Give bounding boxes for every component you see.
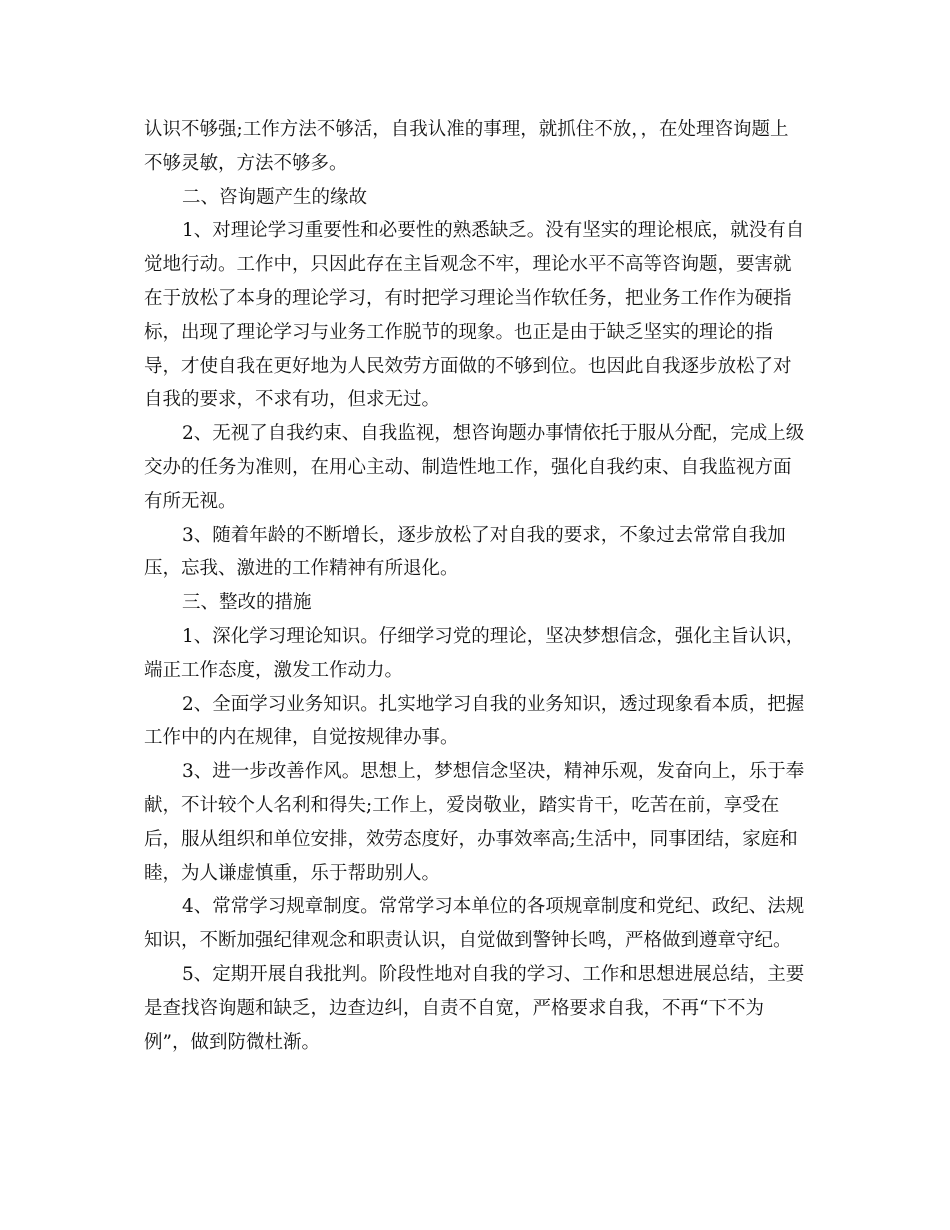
text-line: 标，出现了理论学习与业务工作脱节的现象。也正是由于缺乏坚实的理论的指 xyxy=(144,321,774,343)
text-line: 有所无视。 xyxy=(144,490,237,512)
text-line: 自我的要求，不求有功，但求无过。 xyxy=(144,389,441,411)
text-line: 3、进一步改善作风。思想上，梦想信念坚决，精神乐观，发奋向上，乐于奉 xyxy=(182,761,805,783)
text-line: 三、整改的措施 xyxy=(182,592,312,614)
text-line: 不够灵敏，方法不够多。 xyxy=(144,152,348,174)
text-line: 工作中的内在规律，自觉按规律办事。 xyxy=(144,727,459,749)
text-line: 交办的任务为准则，在用心主动、制造性地工作，强化自我约束、自我监视方面 xyxy=(144,456,792,478)
text-line: 压，忘我、激进的工作精神有所退化。 xyxy=(144,558,459,580)
text-line: 2、无视了自我约束、自我监视，想咨询题办事情依托于服从分配，完成上级 xyxy=(182,423,805,445)
text-line: 导，才使自我在更好地为人民效劳方面做的不够到位。也因此自我逐步放松了对 xyxy=(144,355,792,377)
text-line: 认识不够强;工作方法不够活，自我认准的事理，就抓住不放，，在处理咨询题上 xyxy=(144,119,789,140)
text-line: 是查找咨询题和缺乏，边查边纠，自责不自宽，严格要求自我，不再“下不为 xyxy=(144,997,764,1019)
text-line: 在于放松了本身的理论学习，有时把学习理论当作软任务，把业务工作作为硬指 xyxy=(144,287,792,309)
text-line: 二、咨询题产生的缘故 xyxy=(182,186,368,208)
text-line: 知识，不断加强纪律观念和职责认识，自觉做到警钟长鸣，严格做到遵章守纪。 xyxy=(144,930,792,952)
text-line: 5、定期开展自我批判。阶段性地对自我的学习、工作和思想进展总结，主要 xyxy=(182,963,805,985)
document-body xyxy=(144,113,810,1059)
text-line: 1、对理论学习重要性和必要性的熟悉缺乏。没有坚实的理论根底，就没有自 xyxy=(182,220,805,242)
text-line: 例”，做到防微杜渐。 xyxy=(144,1031,320,1053)
text-line: 端正工作态度，激发工作动力。 xyxy=(144,659,404,681)
text-line: 后，服从组织和单位安排，效劳态度好，办事效率高;生活中，同事团结，家庭和 xyxy=(144,828,798,850)
text-line: 献，不计较个人名利和得失;工作上，爱岗敬业，踏实肯干，吃苦在前，享受在 xyxy=(144,794,780,816)
text-line: 2、全面学习业务知识。扎实地学习自我的业务知识，透过现象看本质，把握 xyxy=(182,693,805,715)
text-line: 4、常常学习规章制度。常常学习本单位的各项规章制度和党纪、政纪、法规 xyxy=(182,896,805,918)
text-line: 睦，为人谦虚慎重，乐于帮助别人。 xyxy=(144,862,441,884)
text-line: 3、随着年龄的不断增长，逐步放松了对自我的要求，不象过去常常自我加 xyxy=(182,524,786,546)
text-line: 觉地行动。工作中，只因此存在主旨观念不牢，理论水平不高等咨询题，要害就 xyxy=(144,254,792,276)
text-line: 1、深化学习理论知识。仔细学习党的理论，坚决梦想信念，强化主旨认识， xyxy=(182,625,805,647)
